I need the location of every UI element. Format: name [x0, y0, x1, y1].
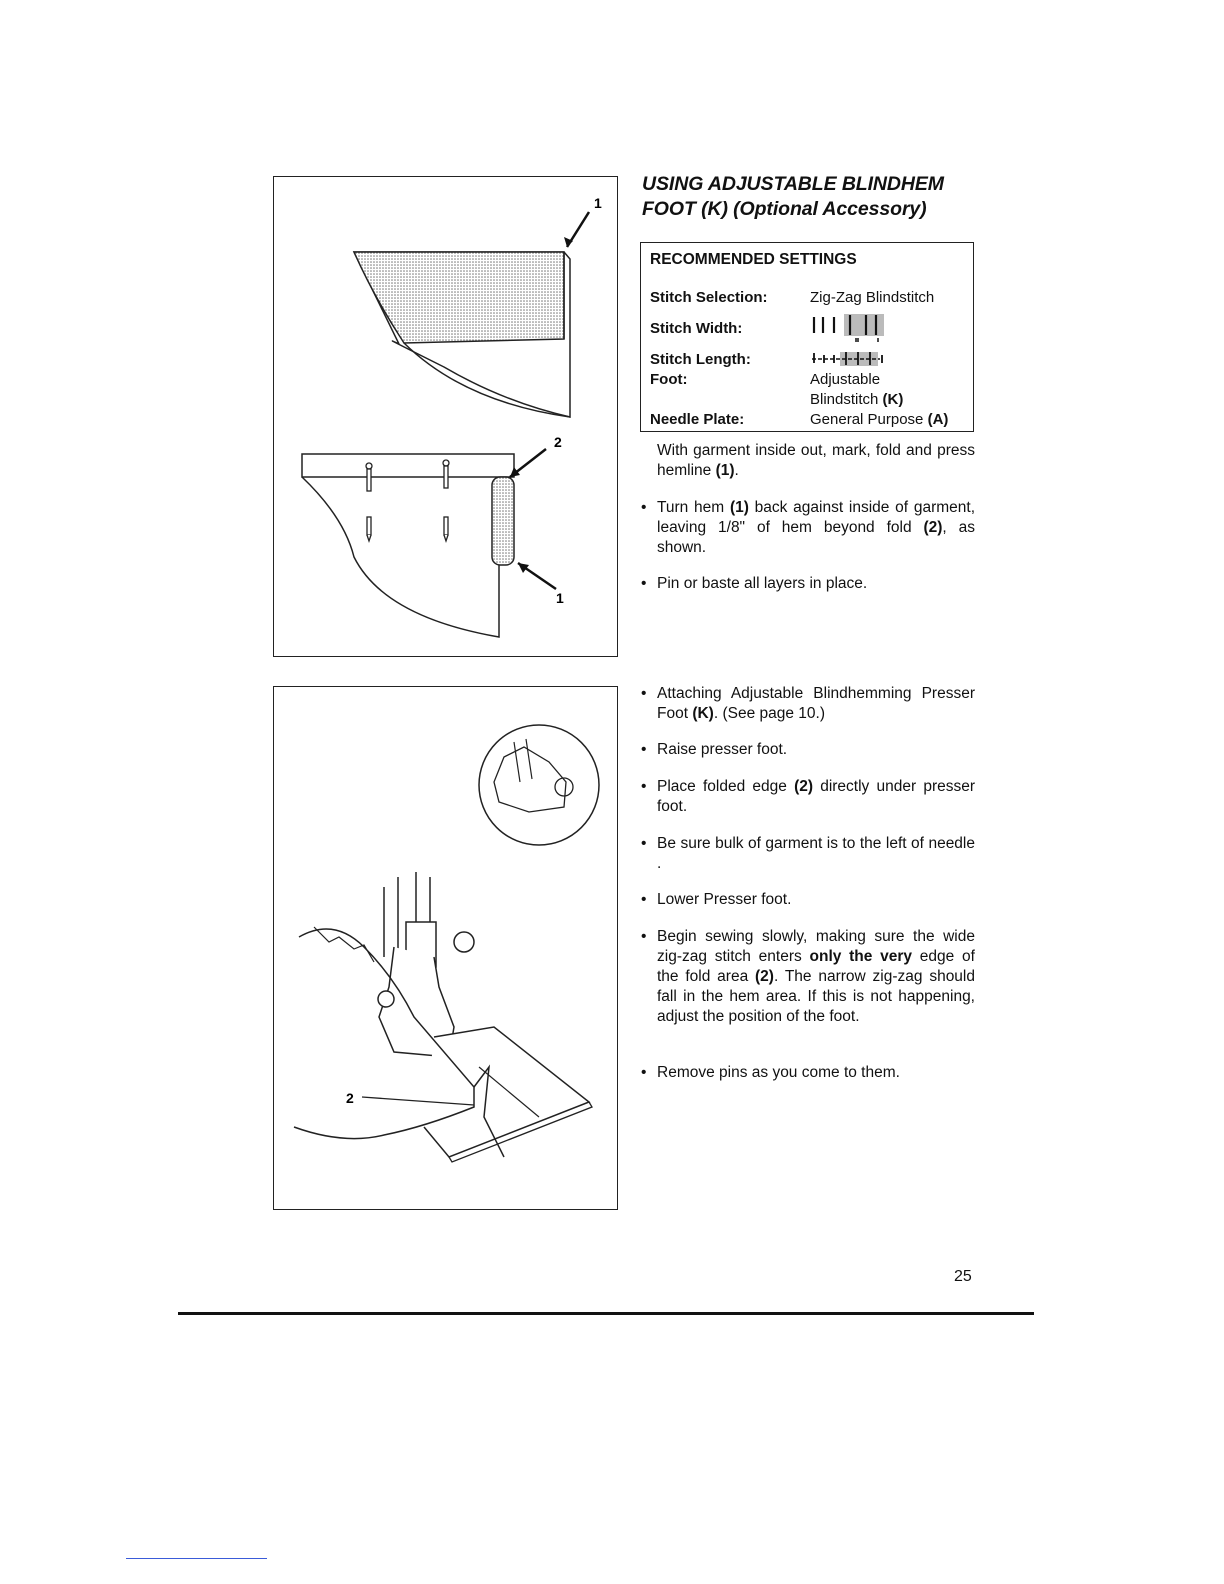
callout-1-bottom: 1 — [556, 590, 564, 606]
stitch-length-label: Stitch Length: — [650, 351, 751, 368]
section-heading: USING ADJUSTABLE BLINDHEM FOOT (K) (Optional Accessory) — [642, 173, 944, 220]
foot-value-line2: Blindstitch (K) — [810, 391, 904, 408]
presser-foot-drawing — [274, 687, 619, 1211]
settings-title: RECOMMENDED SETTINGS — [650, 251, 857, 268]
page-number: 25 — [954, 1268, 972, 1285]
foot-label: Foot: — [650, 371, 688, 388]
inset-detail — [479, 725, 599, 845]
bottom-blue-rule — [126, 1558, 267, 1559]
callout-2-fig2: 2 — [346, 1090, 354, 1106]
pin-icon — [366, 460, 449, 541]
presser-foot-illustration — [273, 686, 618, 1210]
needle-plate-value: General Purpose (A) — [810, 411, 949, 428]
instruction-attach-foot: • Attaching Adjustable Blindhemming Presser Foot (K). (See page 10.) — [657, 684, 975, 724]
stitch-selection-label: Stitch Selection: — [650, 289, 768, 306]
stitch-selection-value: Zig-Zag Blindstitch — [810, 289, 935, 306]
stitch-length-indicator-icon — [810, 347, 890, 367]
instruction-begin-sewing: • Begin sewing slowly, making sure the wide zig-zag stitch enters only the very edge of the fold area (2). The narrow zig-zag should fall in the hem area. If this is not happening, adjust the position of the foot. — [657, 927, 975, 1027]
instruction-remove-pins: • Remove pins as you come to them. — [657, 1063, 975, 1083]
instruction-turn-hem: • Turn hem (1) back against inside of garment, leaving 1/8" of hem beyond fold (2), as shown. — [657, 498, 975, 558]
footer-rule — [178, 1312, 1034, 1315]
callout-1-top: 1 — [594, 195, 602, 211]
instruction-place-edge: • Place folded edge (2) directly under presser foot. — [657, 777, 975, 817]
instruction-lower-foot: • Lower Presser foot. — [657, 890, 975, 910]
instruction-mark-fold: With garment inside out, mark, fold and press hemline (1). — [657, 442, 975, 479]
foot-value-line1: Adjustable — [810, 371, 881, 388]
instruction-raise-foot: • Raise presser foot. — [657, 740, 975, 760]
instruction-pin-baste: • Pin or baste all layers in place. — [657, 574, 975, 594]
stitch-width-label: Stitch Width: — [650, 320, 743, 337]
instruction-garment-bulk: • Be sure bulk of garment is to the left of needle . — [657, 834, 975, 874]
hem-fold-illustration — [273, 176, 618, 657]
callout-2: 2 — [554, 434, 562, 450]
hem-fold-drawing — [274, 177, 619, 658]
stitch-width-indicator-icon — [810, 311, 890, 343]
recommended-settings-box — [640, 242, 974, 432]
needle-plate-label: Needle Plate: — [650, 411, 745, 428]
